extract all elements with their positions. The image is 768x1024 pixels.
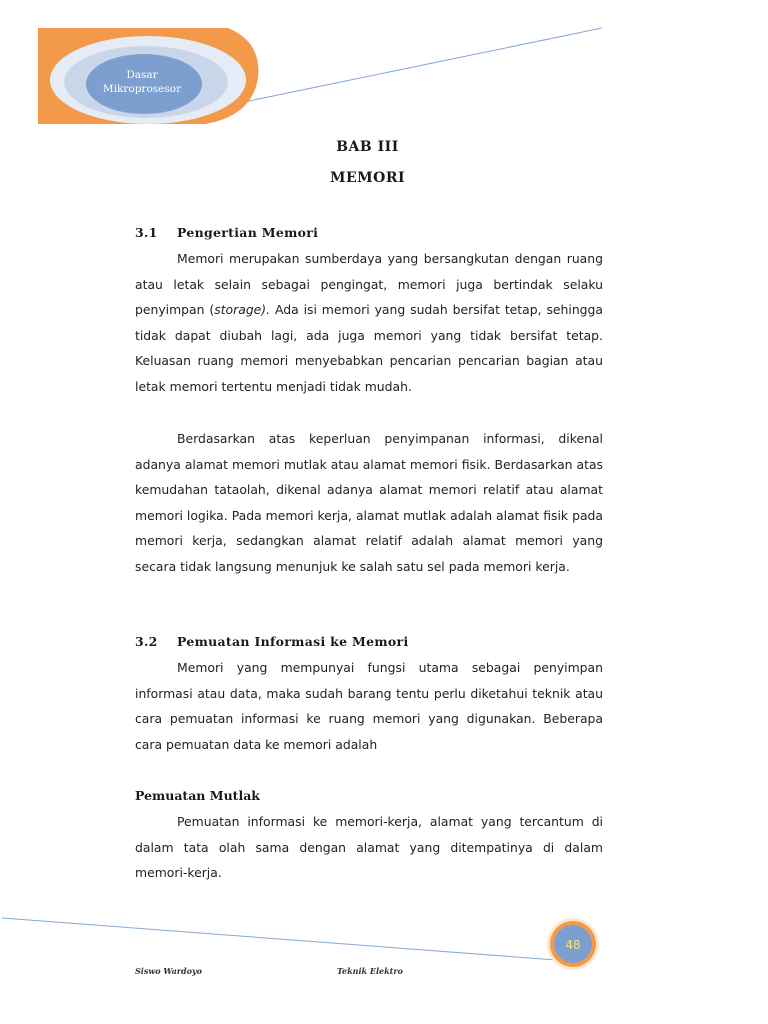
italic-term: storage). — [214, 302, 271, 318]
footer-author: Siswo Wardoyo — [135, 966, 202, 976]
header-badge-line2: Mikroprosesor — [102, 83, 182, 95]
paragraph — [135, 246, 603, 400]
paragraph — [135, 809, 603, 886]
section-number: 3.1 — [135, 225, 158, 240]
page-number: 48 — [565, 938, 581, 952]
section-title: Pengertian Memori — [177, 225, 319, 240]
paragraph — [135, 426, 603, 580]
section-number: 3.2 — [135, 634, 158, 649]
paragraph — [135, 655, 603, 757]
header-badge-label — [92, 68, 192, 96]
paragraph-text: Memori merupakan sumberdaya yang bersangkutan dengan ruang atau letak selain sebagai pengingat, memori juga bertindak selaku penyimpan ( — [135, 251, 603, 318]
chapter-title: MEMORI — [329, 170, 406, 186]
footer-department: Teknik Elektro — [337, 966, 403, 976]
header-rule — [215, 28, 602, 108]
section-heading-3-2 — [135, 634, 409, 649]
subsection-heading: Pemuatan Mutlak — [135, 788, 260, 803]
chapter-number: BAB III — [336, 139, 399, 155]
footer-rule — [2, 918, 556, 960]
paragraph-text: Memori yang mempunyai fungsi utama sebagai penyimpan informasi atau data, maka sudah barang tentu perlu diketahui teknik atau cara pemuatan informasi ke ruang memori yang digunakan. Beberapa cara pemuatan data ke memori adalah — [135, 660, 603, 752]
section-heading-3-1 — [135, 225, 318, 240]
paragraph-text: Pemuatan informasi ke memori-kerja, alamat yang tercantum di dalam tata olah sama dengan alamat yang ditempatinya di dalam memori-kerja. — [135, 814, 603, 881]
paragraph-text: Berdasarkan atas keperluan penyimpanan informasi, dikenal adanya alamat memori mutlak atau alamat memori fisik. Berdasarkan atas kemudahan tataolah, dikenal adanya alamat memori relatif atau alamat memori logika. Pada memori kerja, alamat mutlak adalah alamat fisik pada memori kerja, sedangkan alamat relatif adalah alamat memori yang secara tidak langsung menunjuk ke salah satu sel pada memori kerja. — [135, 431, 603, 574]
header-badge-line1: Dasar — [126, 69, 158, 81]
section-title: Pemuatan Informasi ke Memori — [177, 634, 409, 649]
paragraph-text: Ada isi memori yang sudah bersifat tetap, sehingga tidak dapat diubah lagi, ada juga memori yang tidak bersifat tetap. Keluasan ruang memori menyebabkan pencarian pencarian bagian atau letak memori tertentu menjadi tidak mudah. — [135, 302, 603, 394]
